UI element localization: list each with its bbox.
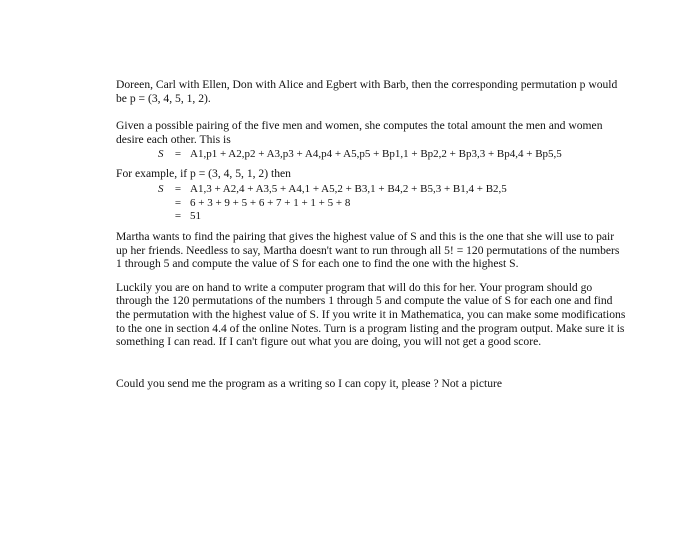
equation-lhs: S bbox=[158, 183, 164, 196]
equation-row bbox=[158, 148, 628, 162]
equation-rhs: A1,p1 + A2,p2 + A3,p3 + A4,p4 + A5,p5 + Bp1,1 + Bp2,2 + Bp3,3 + Bp4,4 + Bp5,5 bbox=[190, 148, 562, 161]
equation-row bbox=[158, 183, 628, 197]
equation-rhs: 51 bbox=[190, 210, 201, 223]
equation-operator: = bbox=[174, 210, 182, 223]
equation-s-definition bbox=[158, 148, 628, 162]
equation-row bbox=[158, 210, 628, 224]
paragraph-request: Could you send me the program as a writing so I can copy it, please ? Not a picture bbox=[116, 376, 503, 390]
paragraph-example-intro: For example, if p = (3, 4, 5, 1, 2) then bbox=[116, 166, 291, 180]
paragraph-permutation-intro: Doreen, Carl with Ellen, Don with Alice and Egbert with Barb, then the corresponding permutation p would be p = (3, 4, 5, 1, 2). bbox=[116, 78, 618, 105]
equation-rhs: A1,3 + A2,4 + A3,5 + A4,1 + A5,2 + B3,1 + B4,2 + B5,3 + B1,4 + B2,5 bbox=[190, 183, 507, 196]
paragraph-pairing-description: Given a possible pairing of the five men and women, she computes the total amount the men and women desire each other. This is bbox=[116, 119, 603, 146]
equation-rhs: 6 + 3 + 9 + 5 + 6 + 7 + 1 + 1 + 5 + 8 bbox=[190, 196, 351, 209]
paragraph-assignment: Luckily you are on hand to write a computer program that will do this for her. Your program should go through the 120 permutations of the numbers 1 through 5 and compute the value of S for each one and find the permutation with the highest value of S. If you write it in Mathematica, you can make some modifications to the one in section 4.4 of the online Notes. Turn is a program listing and the program output. Make sure it is something I can read. If I can't figure out what you are doing, you will not get a good score. bbox=[116, 280, 626, 349]
equation-example bbox=[158, 183, 628, 224]
equation-operator: = bbox=[174, 183, 182, 196]
equation-lhs: S bbox=[158, 148, 164, 161]
equation-operator: = bbox=[174, 196, 182, 209]
document-page bbox=[116, 78, 628, 390]
equation-operator: = bbox=[174, 148, 182, 161]
paragraph-martha-goal: Martha wants to find the pairing that gives the highest value of S and this is the one that she will use to pair up her friends. Needless to say, Martha doesn't want to run through all 5! = 120 permutations of the numbers 1 through 5 and compute the value of S for each one to find the one with the highest S. bbox=[116, 229, 620, 271]
equation-row bbox=[158, 197, 628, 211]
